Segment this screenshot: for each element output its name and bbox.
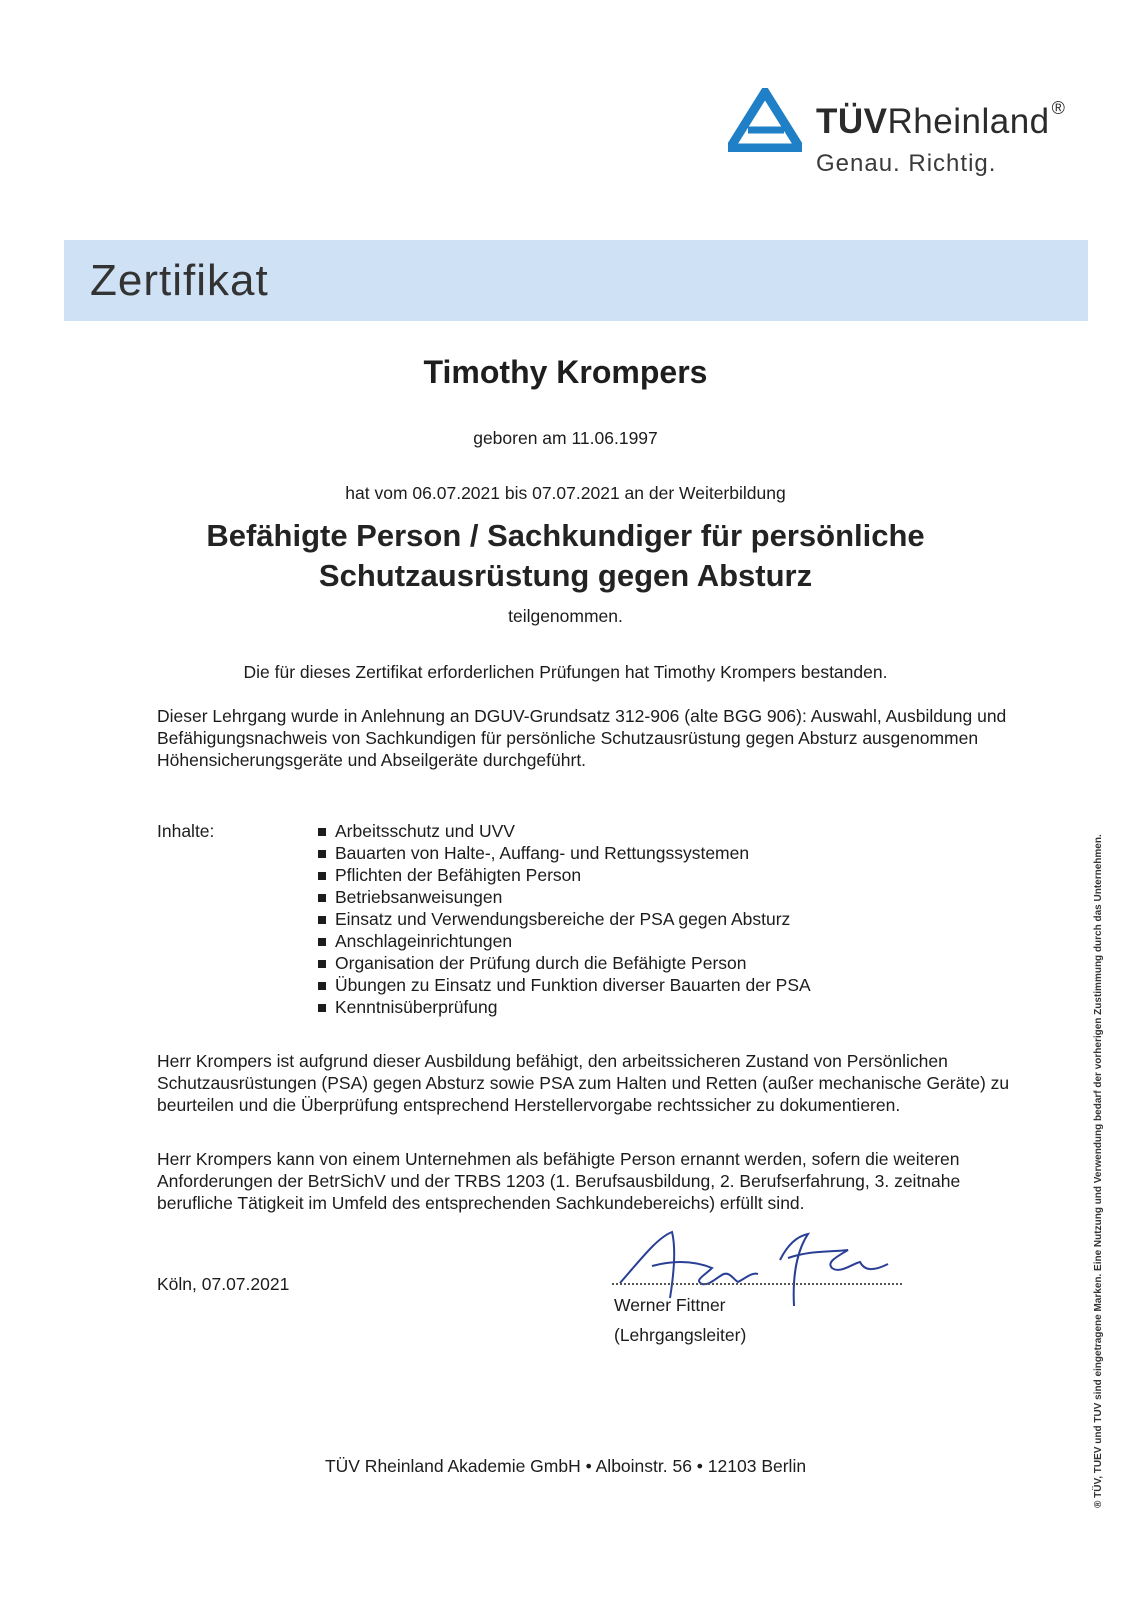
footer-address: TÜV Rheinland Akademie GmbH • Alboinstr. 56 • 12103 Berlin <box>324 1456 807 1476</box>
course-basis-paragraph: Dieser Lehrgang wurde in Anlehnung an DGUV-Grundsatz 312-906 (alte BGG 906): Auswahl, Ausbildung und Befähigungsnachweis von Sachkundigen für persönliche Schutzausrüstung gegen Absturz ausgenommen Höhensicherungsgeräte und Abseilgeräte durchgeführt. <box>157 706 1007 770</box>
brand-name <box>816 98 1066 142</box>
contents-item: Übungen zu Einsatz und Funktion diverser Bauarten der PSA <box>318 974 811 996</box>
contents-item: Arbeitsschutz und UVV <box>318 820 811 842</box>
contents-label: Inhalte: <box>157 821 215 841</box>
place-and-date: Köln, 07.07.2021 <box>157 1274 290 1294</box>
brand-regular: Rheinland <box>887 102 1050 141</box>
course-title-line1: Befähigte Person / Sachkundiger für persönliche <box>206 518 925 553</box>
contents-item: Pflichten der Befähigten Person <box>318 864 811 886</box>
participated-text: teilgenommen. <box>508 606 623 626</box>
tuv-triangle-logo-icon <box>728 88 802 152</box>
contents-item: Einsatz und Verwendungsbereiche der PSA gegen Absturz <box>318 908 811 930</box>
certificate-title: Zertifikat <box>90 256 269 305</box>
appointment-paragraph: Herr Krompers kann von einem Unternehmen als befähigte Person ernannt werden, sofern die weiteren Anforderungen der BetrSichV und der TRBS 1203 (1. Berufsausbildung, 2. Berufserfahrung, 3. zeitnahe berufliche Tätigkeit im Umfeld des entsprechenden Sachkundebereichs) erfüllt sind. <box>157 1149 961 1213</box>
tuv-logo <box>728 88 1088 188</box>
contents-item: Bauarten von Halte-, Auffang- und Rettungssystemen <box>318 842 811 864</box>
exam-passed-text: Die für dieses Zertifikat erforderlichen Prüfungen hat Timothy Krompers bestanden. <box>243 662 888 682</box>
brand-bold: TÜV <box>816 102 888 141</box>
brand-tagline: Genau. Richtig. <box>816 150 997 177</box>
contents-item: Betriebsanweisungen <box>318 886 811 908</box>
contents-item: Kenntnisüberprüfung <box>318 996 811 1018</box>
birth-date: geboren am 11.06.1997 <box>473 428 658 448</box>
title-banner <box>64 240 1088 321</box>
contents-item: Organisation der Prüfung durch die Befähigte Person <box>318 952 811 974</box>
signer-name: Werner Fittner <box>614 1295 726 1315</box>
contents-list <box>318 820 811 1018</box>
course-title <box>0 516 1131 596</box>
trademark-side-note: ® TÜV, TUEV und TUV sind eingetragene Marken. Eine Nutzung und Verwendung bedarf der vorherigen Zustimmung durch das Unternehmen. <box>1093 834 1104 1508</box>
signature-line <box>612 1283 902 1285</box>
course-period: hat vom 06.07.2021 bis 07.07.2021 an der Weiterbildung <box>345 483 786 503</box>
qualification-paragraph: Herr Krompers ist aufgrund dieser Ausbildung befähigt, den arbeitssicheren Zustand von Persönlichen Schutzausrüstungen (PSA) gegen Absturz sowie PSA zum Halten und Retten (außer mechanische Geräte) zu beurteilen und die Überprüfung entsprechend Herstellervorgabe rechtssicher zu dokumentieren. <box>157 1051 1010 1115</box>
registered-mark: ® <box>1051 98 1066 118</box>
contents-item: Anschlageinrichtungen <box>318 930 811 952</box>
signer-role: (Lehrgangsleiter) <box>614 1325 747 1345</box>
recipient-name: Timothy Krompers <box>423 354 708 390</box>
course-title-line2: Schutzausrüstung gegen Absturz <box>318 558 813 593</box>
